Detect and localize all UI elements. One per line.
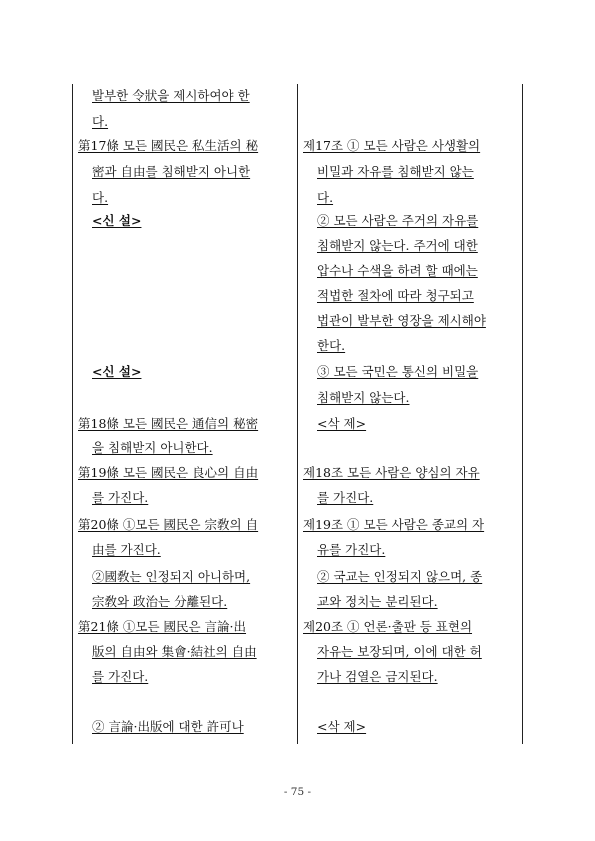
- article-21-old: 第21條 ①모든 國民은 言論·出: [78, 619, 247, 634]
- text-line: ② 국교는 인정되지 않으며, 종: [317, 569, 483, 584]
- text-line: 침해받지 않는다. 주거에 대한: [317, 238, 478, 253]
- article-20-new: 제20조 ① 언론·출판 등 표현의: [303, 619, 473, 634]
- text-line: 가나 검열은 금지된다.: [317, 669, 438, 684]
- page-number: - 75 -: [283, 786, 312, 798]
- text-line: 법관이 발부한 영장을 제시해야: [317, 313, 486, 328]
- article-20-old: 第20條 ①모든 國民은 宗敎의 自: [78, 517, 259, 532]
- new-provision-label: <신 설>: [92, 213, 142, 228]
- text-line: 자유는 보장되며, 이에 대한 허: [317, 644, 482, 659]
- table-center-divider: [297, 84, 298, 744]
- text-line: 版의 自由와 集會·結社의 自由: [92, 644, 257, 659]
- text-line: ②國敎는 인정되지 아니하며,: [92, 569, 251, 584]
- article-19-new: 제19조 ① 모든 사람은 종교의 자: [303, 517, 485, 532]
- text-line: 를 가진다.: [317, 490, 374, 505]
- deleted-label: <삭 제>: [317, 416, 367, 431]
- text-line: 다.: [92, 114, 109, 129]
- text-line: 침해받지 않는다.: [317, 390, 410, 405]
- text-line: 비밀과 자유를 침해받지 않는: [317, 164, 474, 179]
- article-17-new: 제17조 ① 모든 사람은 사생활의: [303, 138, 481, 153]
- text-line: 宗敎와 政治는 分離된다.: [92, 594, 228, 609]
- text-line: 다.: [317, 190, 334, 205]
- text-line: 교와 정치는 분리된다.: [317, 594, 438, 609]
- text-line: ② 言論·出版에 대한 許可나: [92, 719, 244, 734]
- article-18-old: 第18條 모든 國民은 通信의 秘密: [78, 416, 259, 431]
- text-line: ③ 모든 국민은 통신의 비밀을: [317, 364, 479, 379]
- text-line: 발부한 令狀을 제시하여야 한: [92, 88, 250, 103]
- text-line: 유를 가진다.: [317, 542, 386, 557]
- table-left-border: [72, 84, 73, 744]
- text-line: 다.: [92, 190, 109, 205]
- text-line: 적법한 절차에 따라 청구되고: [317, 288, 474, 303]
- text-line: 를 가진다.: [92, 669, 149, 684]
- text-line: 密과 自由를 침해받지 아니한: [92, 164, 251, 179]
- text-line: 압수나 수색을 하려 할 때에는: [317, 263, 478, 278]
- text-line: 由를 가진다.: [92, 542, 161, 557]
- comparison-table: [72, 84, 523, 744]
- table-right-border: [522, 84, 523, 744]
- article-18-new: 제18조 모든 사람은 양심의 자유: [303, 465, 480, 480]
- new-provision-label: <신 설>: [92, 364, 142, 379]
- article-19-old: 第19條 모든 國民은 良心의 自由: [78, 465, 259, 480]
- text-line: 한다.: [317, 338, 346, 353]
- text-line: 를 가진다.: [92, 490, 149, 505]
- article-17-old: 第17條 모든 國民은 私生活의 秘: [78, 138, 259, 153]
- text-line: 을 침해받지 아니한다.: [92, 440, 213, 455]
- deleted-label: <삭 제>: [317, 719, 367, 734]
- text-line: ② 모든 사람은 주거의 자유를: [317, 213, 479, 228]
